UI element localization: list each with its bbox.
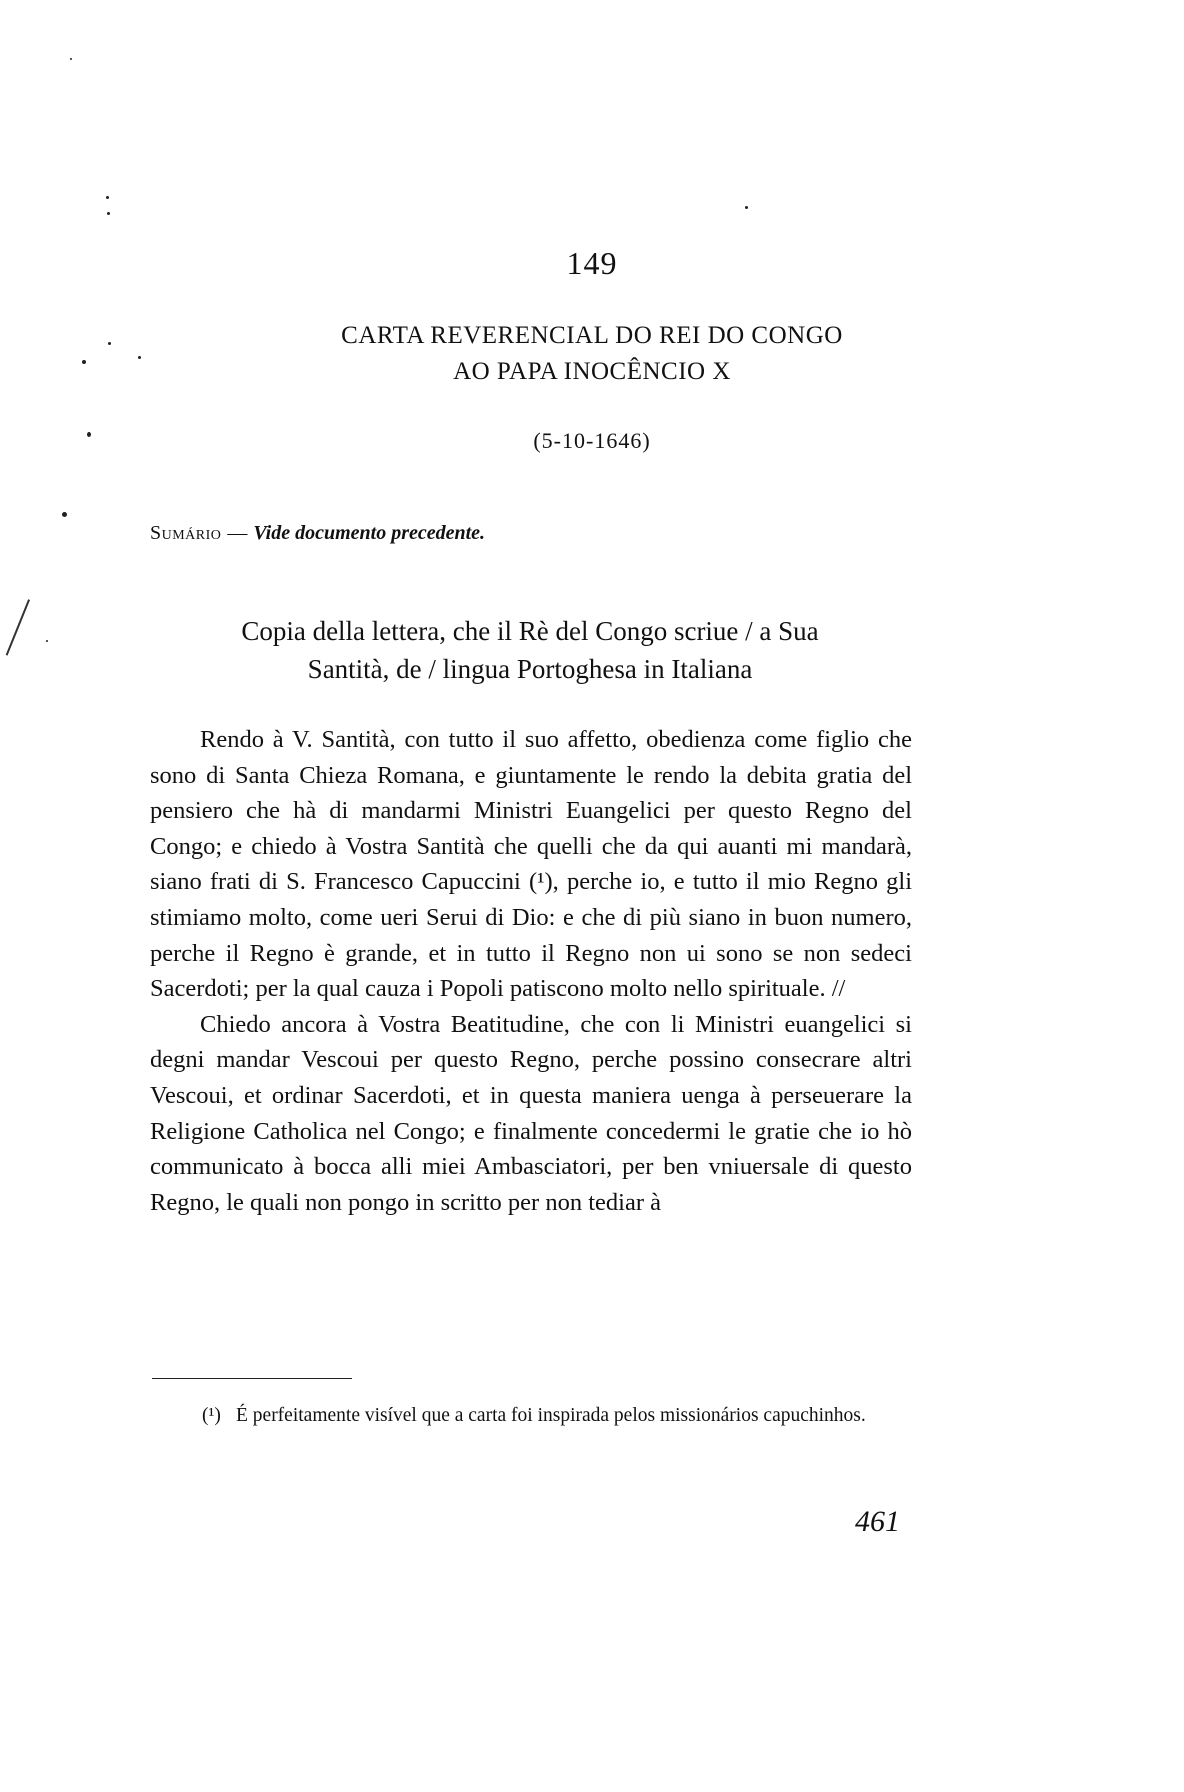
footnote-rule [152,1378,352,1379]
document-title [0,318,1184,390]
summary-text: Vide documento precedente. [253,522,486,544]
page-number: 149 [566,245,618,281]
copy-heading [150,612,910,688]
footnote [150,1402,912,1430]
folio-number: 461 [855,1505,900,1538]
scan-speck [745,206,748,209]
footnote-marker: (¹) [202,1405,221,1426]
scan-speck [107,212,110,215]
footnote-text: É perfeitamente visível que a carta foi inspirada pelos missionários capuchinhos. [236,1405,866,1426]
copy-heading-line: Santità, de / lingua Portoghesa in Italiana [307,654,753,684]
summary [150,522,1050,545]
letter-body [150,722,912,1220]
body-paragraph: Rendo à V. Santità, con tutto il suo affetto, obedienza come figlio che sono di Santa Chieza Romana, e giuntamente le rendo la debita gratia del pensiero che hà di mandarmi Ministri Euangelici per questo Regno del Congo; e chiedo à Vostra Santità che quelli che da qui auanti mi mandarà, siano frati di S. Francesco Capuccini (¹), perche io, e tutto il mio Regno gli stimiamo molto, come ueri Serui di Dio: e che di più siano in buon numero, perche il Regno è grande, et in tutto il Regno non ui sono se non sedeci Sacerdoti; per la qual cauza i Popoli patiscono molto nello spirituale. // [150,726,912,1003]
document-date: (5-10-1646) [533,428,651,453]
scan-stroke [6,599,30,655]
title-line: CARTA REVERENCIAL DO REI DO CONGO [341,322,843,349]
scan-speck [62,512,67,517]
summary-label: Sumário [150,522,222,544]
copy-heading-line: Copia della lettera, che il Rè del Congo scriue / a Sua [241,616,819,646]
summary-separator: — [227,522,248,544]
scan-speck [70,58,72,60]
body-paragraph: Chiedo ancora à Vostra Beatitudine, che con li Ministri euangelici si degni mandar Vescoui per questo Regno, perche possino consecrare altri Vescoui, et ordinar Sacerdoti, et in questa maniera uenga à perseuerare la Religione Catholica nel Congo; e finalmente concedermi le gratie che io hò communicato à bocca alli miei Ambasciatori, per ben vniuersale di questo Regno, le quali non pongo in scritto per non tediar à [150,1010,912,1216]
scan-speck [46,640,48,642]
scan-speck [106,196,109,199]
title-line: AO PAPA INOCÊNCIO X [453,358,731,385]
